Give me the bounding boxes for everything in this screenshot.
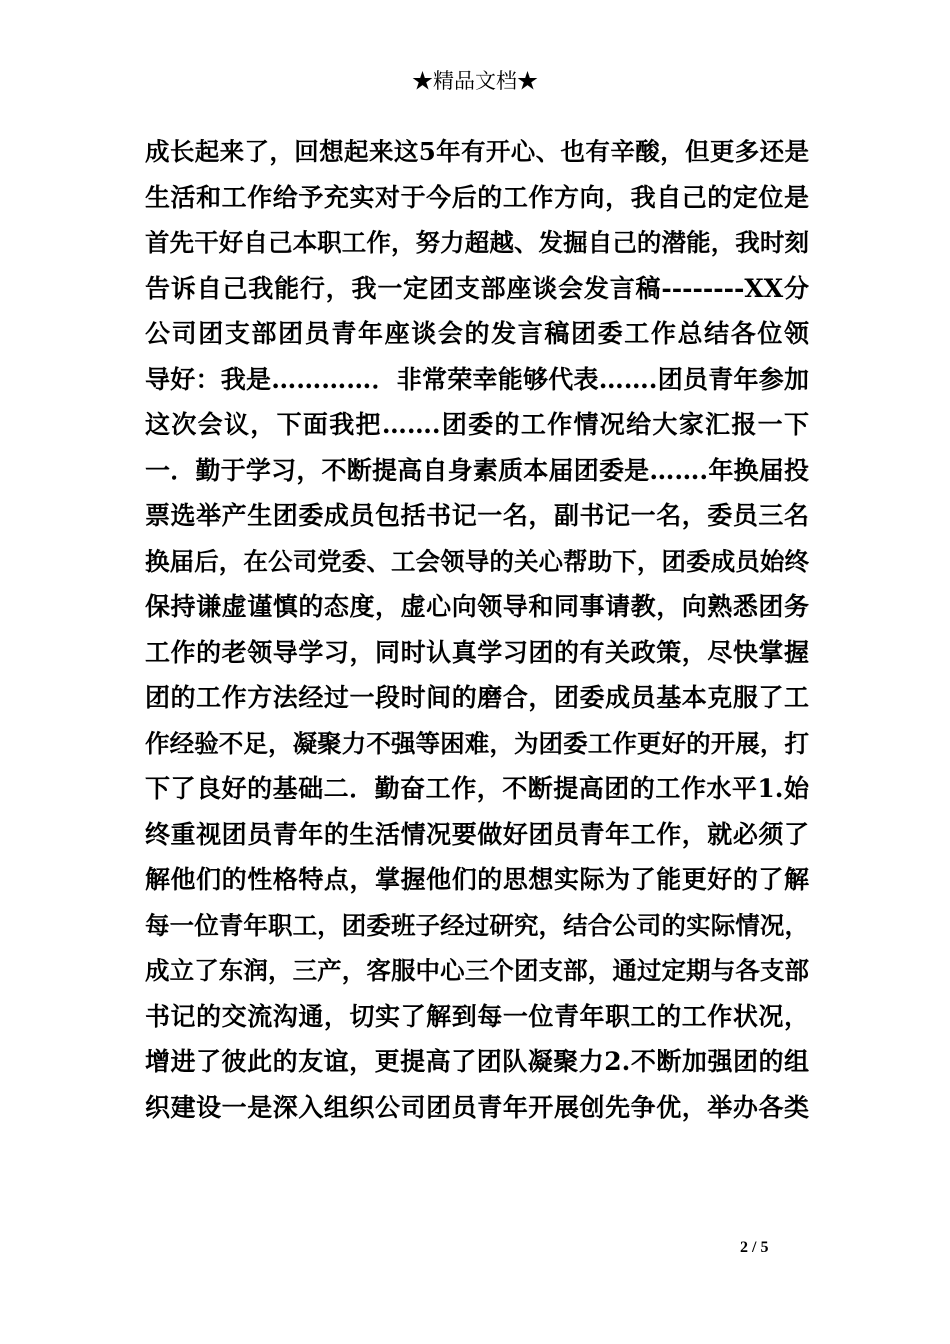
text-line-1: 成长起来了，回想起来这5年有开心、也有辛酸，但更多还是 (145, 137, 809, 166)
text-line-3: 首先干好自己本职工作，努力超越、发掘自己的潜能，我时刻 (145, 228, 809, 257)
text-line-9: 票选举产生团委成员包括书记一名，副书记一名，委员三名 (145, 501, 809, 530)
text-line-22: 织建设一是深入组织公司团员青年开展创先争优，举办各类 (145, 1092, 809, 1122)
text-line-15: 下了良好的基础二．勤奋工作，不断提高团的工作水平1.始 (145, 774, 809, 803)
text-line-4: 告诉自己我能行，我一定团支部座谈会发言稿--------XX分 (145, 273, 809, 303)
page-number: 2 / 5 (740, 1239, 769, 1256)
text-line-8: 一．勤于学习，不断提高自身素质本届团委是…….年换届投 (145, 455, 809, 485)
text-line-6: 导好：我是…………．非常荣幸能够代表…….团员青年参加 (145, 364, 809, 394)
document-body (145, 129, 809, 1130)
page-header: ★精品文档★ (412, 69, 538, 93)
text-line-11: 保持谦虚谨慎的态度，虚心向领导和同事请教，向熟悉团务 (145, 592, 809, 621)
text-line-5: 公司团支部团员青年座谈会的发言稿团委工作总结各位领 (145, 319, 809, 348)
text-line-20: 书记的交流沟通，切实了解到每一位青年职工的工作状况， (145, 1001, 809, 1031)
text-line-12: 工作的老领导学习，同时认真学习团的有关政策，尽快掌握 (145, 637, 809, 667)
text-line-21: 增进了彼此的友谊，更提高了团队凝聚力2.不断加强团的组 (145, 1047, 809, 1076)
text-line-18: 每一位青年职工，团委班子经过研究，结合公司的实际情况， (145, 910, 809, 940)
text-line-13: 团的工作方法经过一段时间的磨合，团委成员基本克服了工 (145, 683, 809, 712)
text-line-2: 生活和工作给予充实对于今后的工作方向，我自己的定位是 (145, 182, 809, 212)
text-line-10: 换届后，在公司党委、工会领导的关心帮助下，团委成员始终 (145, 546, 809, 576)
text-line-17: 解他们的性格特点，掌握他们的思想实际为了能更好的了解 (145, 865, 809, 894)
text-line-19: 成立了东润，三产，客服中心三个团支部，通过定期与各支部 (145, 956, 809, 985)
text-line-14: 作经验不足，凝聚力不强等困难，为团委工作更好的开展，打 (145, 728, 809, 758)
text-line-16: 终重视团员青年的生活情况要做好团员青年工作，就必须了 (145, 819, 809, 849)
text-line-7: 这次会议，下面我把…….团委的工作情况给大家汇报一下 (145, 410, 809, 439)
